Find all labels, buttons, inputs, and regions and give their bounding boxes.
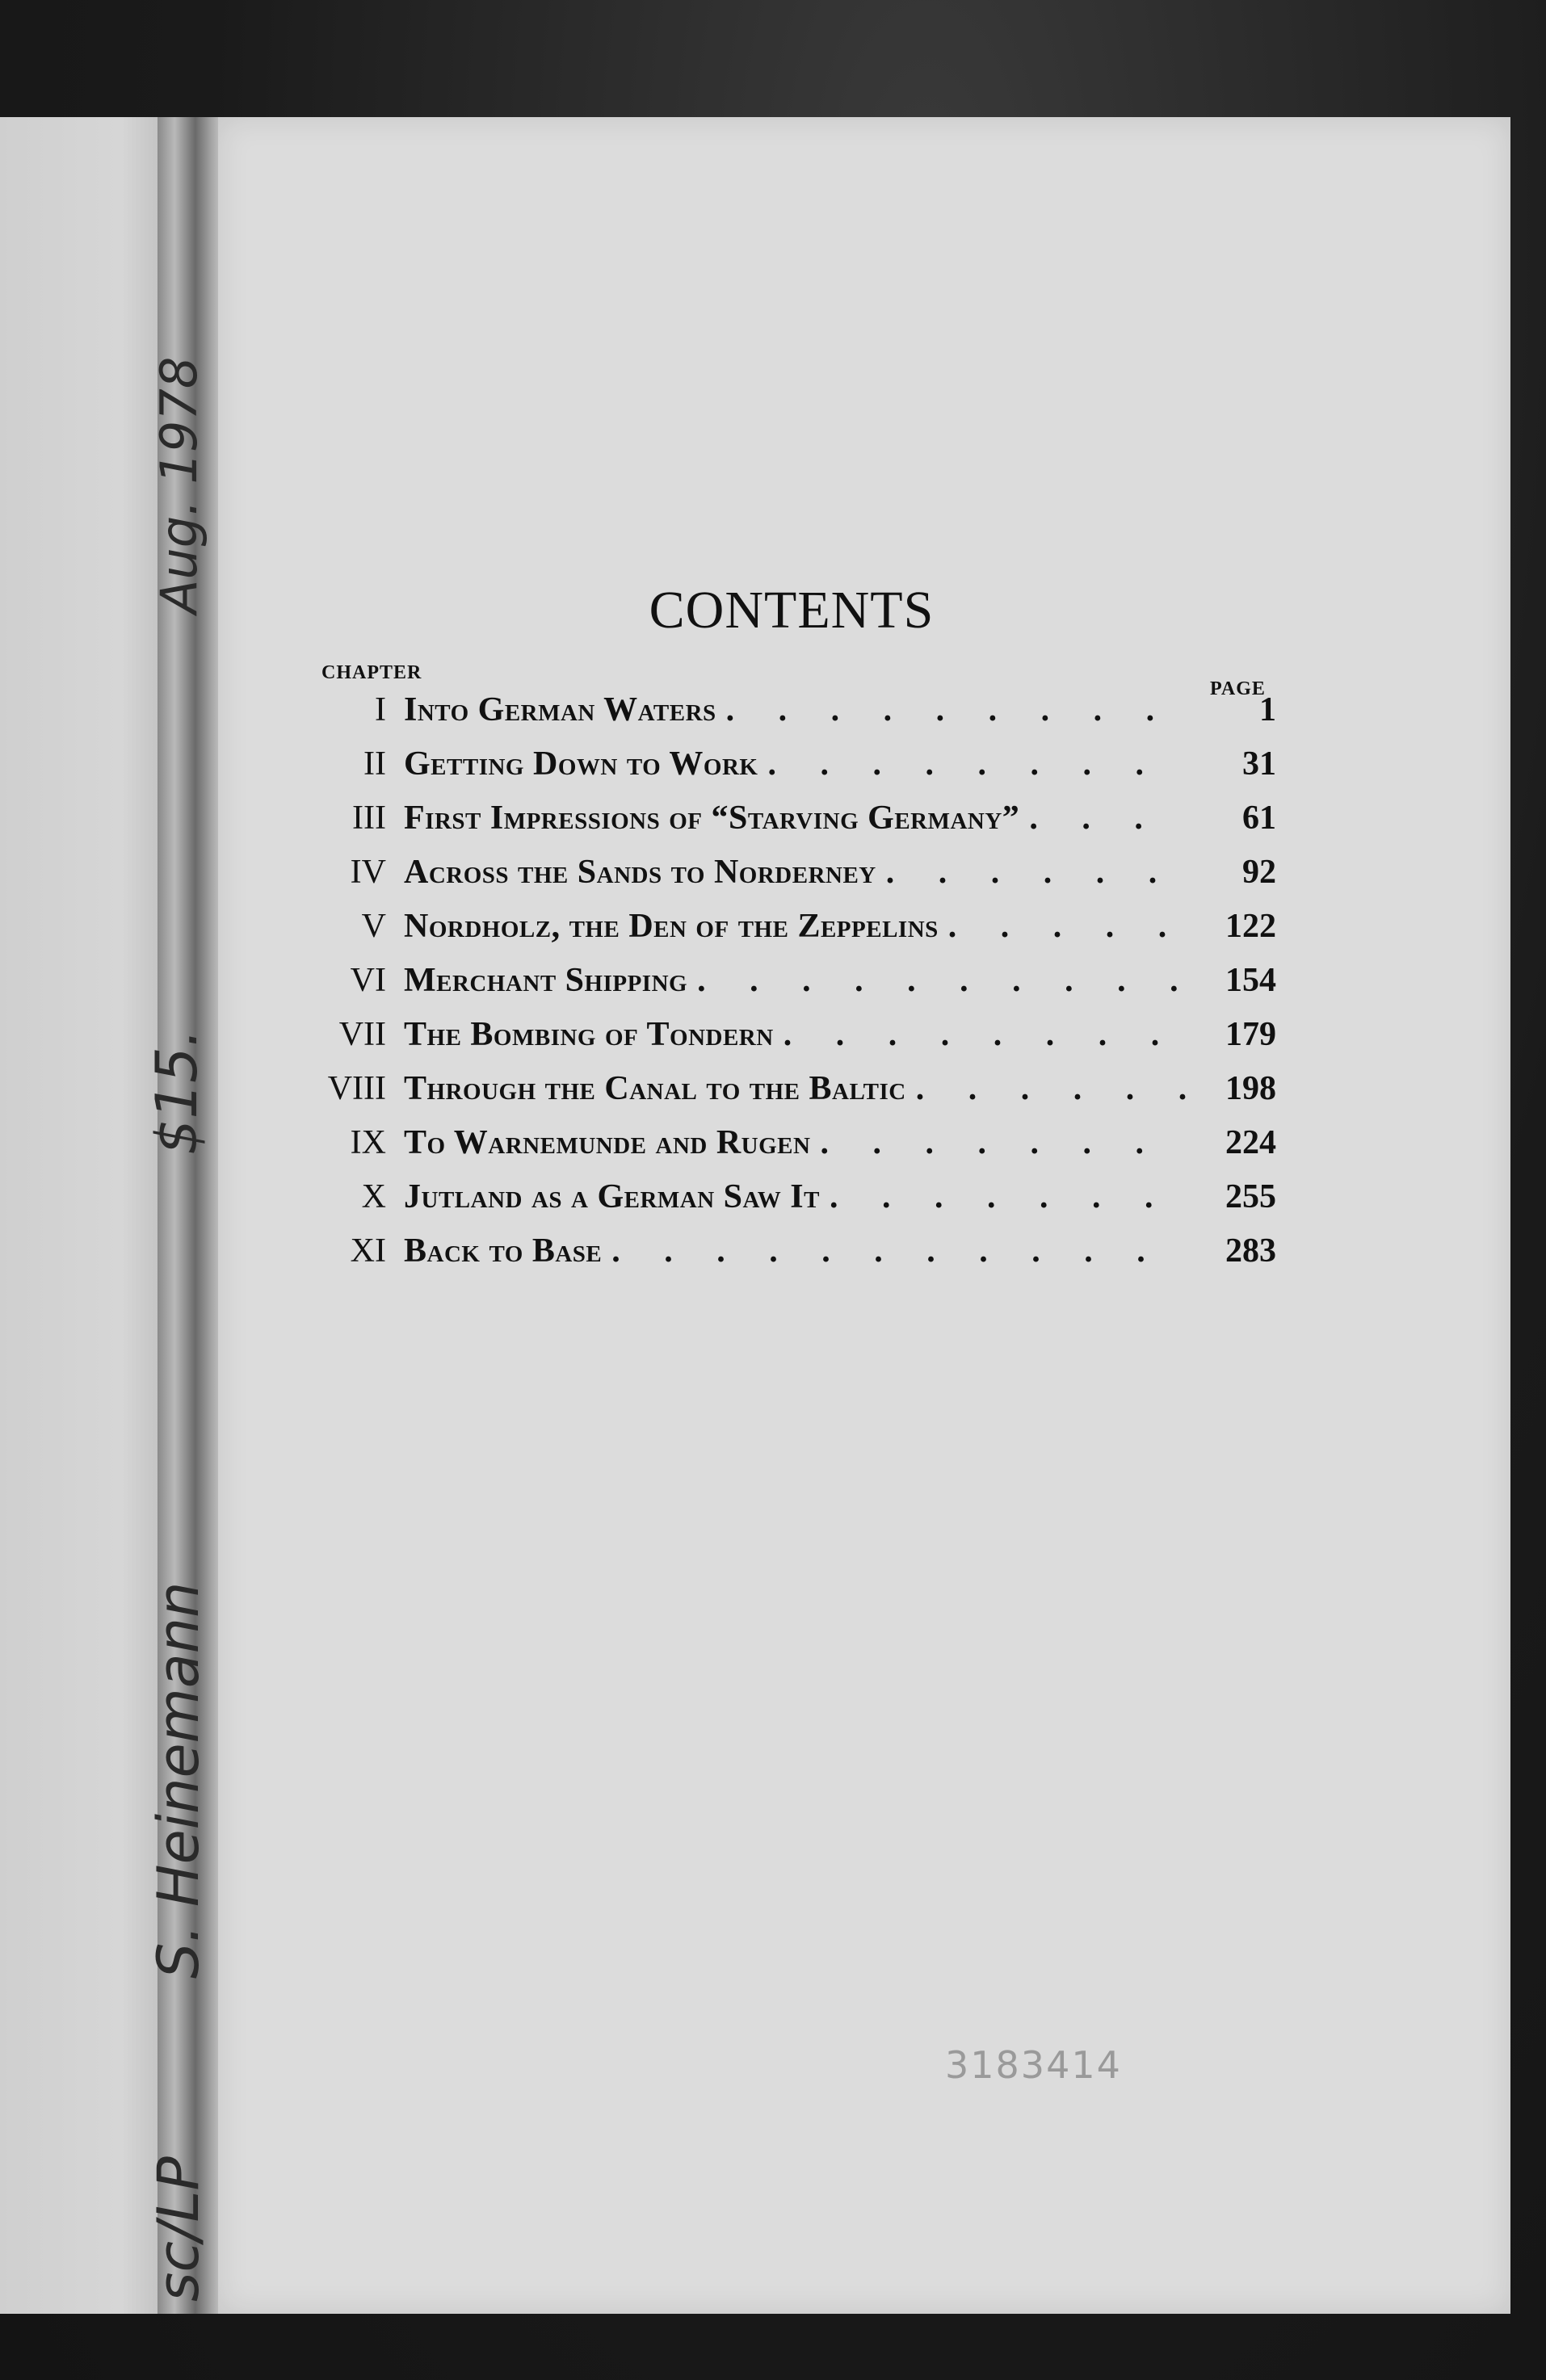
page-number: 255 xyxy=(1225,1178,1276,1215)
page-number: 31 xyxy=(1242,745,1276,783)
toc-entry xyxy=(307,1015,1276,1069)
pencil-date-note: Aug. 1978 xyxy=(149,356,208,614)
leader-dots xyxy=(697,961,1187,1000)
chapter-title: To Warnemunde and Rugen xyxy=(404,1124,811,1161)
toc-entry xyxy=(307,1069,1276,1123)
toc-entry xyxy=(307,907,1276,961)
leader-dots xyxy=(916,1069,1187,1108)
chapter-number: XI xyxy=(350,1232,386,1270)
chapter-title: Across the Sands to Norderney xyxy=(404,854,876,891)
toc-entry xyxy=(307,1177,1276,1232)
pencil-price-note: $15. xyxy=(144,1029,210,1155)
toc-entry xyxy=(307,799,1276,853)
chapter-number: VI xyxy=(350,962,386,999)
chapter-title: Back to Base xyxy=(404,1232,603,1270)
leader-dots xyxy=(611,1232,1187,1270)
leader-dots xyxy=(726,690,1187,729)
chapter-column-header: CHAPTER xyxy=(321,662,422,683)
chapter-title: Jutland as a German Saw It xyxy=(404,1178,820,1215)
page-number: 283 xyxy=(1225,1232,1276,1270)
toc-entry xyxy=(307,745,1276,799)
chapter-title: First Impressions of “Starving Germany” xyxy=(404,800,1020,837)
leader-dots xyxy=(820,1123,1187,1162)
toc-entry xyxy=(307,1232,1276,1286)
chapter-number: V xyxy=(361,908,386,945)
pencil-name-note: S. Heinemann xyxy=(145,1581,212,1979)
chapter-title: Through the Canal to the Baltic xyxy=(404,1070,906,1107)
leader-dots xyxy=(768,745,1188,783)
page-number: 1 xyxy=(1259,691,1276,728)
chapter-title: Merchant Shipping xyxy=(404,962,688,999)
contents-list xyxy=(307,690,1276,1286)
page-number: 179 xyxy=(1225,1016,1276,1053)
leader-dots xyxy=(1029,799,1187,837)
page-number: 92 xyxy=(1242,854,1276,891)
leader-dots xyxy=(886,853,1187,892)
leader-dots xyxy=(948,907,1187,946)
page-number: 122 xyxy=(1225,908,1276,945)
chapter-title: Nordholz, the Den of the Zeppelins xyxy=(404,908,939,945)
page-number: 154 xyxy=(1225,962,1276,999)
page-number: 61 xyxy=(1242,800,1276,837)
chapter-number: IX xyxy=(350,1124,386,1161)
leader-dots xyxy=(830,1177,1187,1216)
page-number: 224 xyxy=(1225,1124,1276,1161)
toc-entry xyxy=(307,961,1276,1015)
page-number: 198 xyxy=(1225,1070,1276,1107)
toc-entry xyxy=(307,1123,1276,1177)
chapter-number: I xyxy=(375,691,386,728)
library-stamp-number: 3183414 xyxy=(945,2043,1122,2087)
page-title: CONTENTS xyxy=(649,581,935,640)
chapter-number: IV xyxy=(350,854,386,891)
chapter-number: II xyxy=(363,745,386,783)
chapter-title: Getting Down to Work xyxy=(404,745,758,783)
chapter-number: X xyxy=(361,1178,386,1215)
chapter-title: The Bombing of Tondern xyxy=(404,1016,774,1053)
page-column-header: PAGE xyxy=(1210,678,1266,699)
toc-entry xyxy=(307,690,1276,745)
chapter-title: Into German Waters xyxy=(404,691,716,728)
chapter-number: III xyxy=(352,800,386,837)
pencil-code-note: sc/LP xyxy=(145,2156,212,2302)
chapter-number: VII xyxy=(338,1016,386,1053)
leader-dots xyxy=(784,1015,1187,1054)
facing-page xyxy=(0,117,174,2314)
toc-entry xyxy=(307,853,1276,907)
chapter-number: VIII xyxy=(327,1070,386,1107)
